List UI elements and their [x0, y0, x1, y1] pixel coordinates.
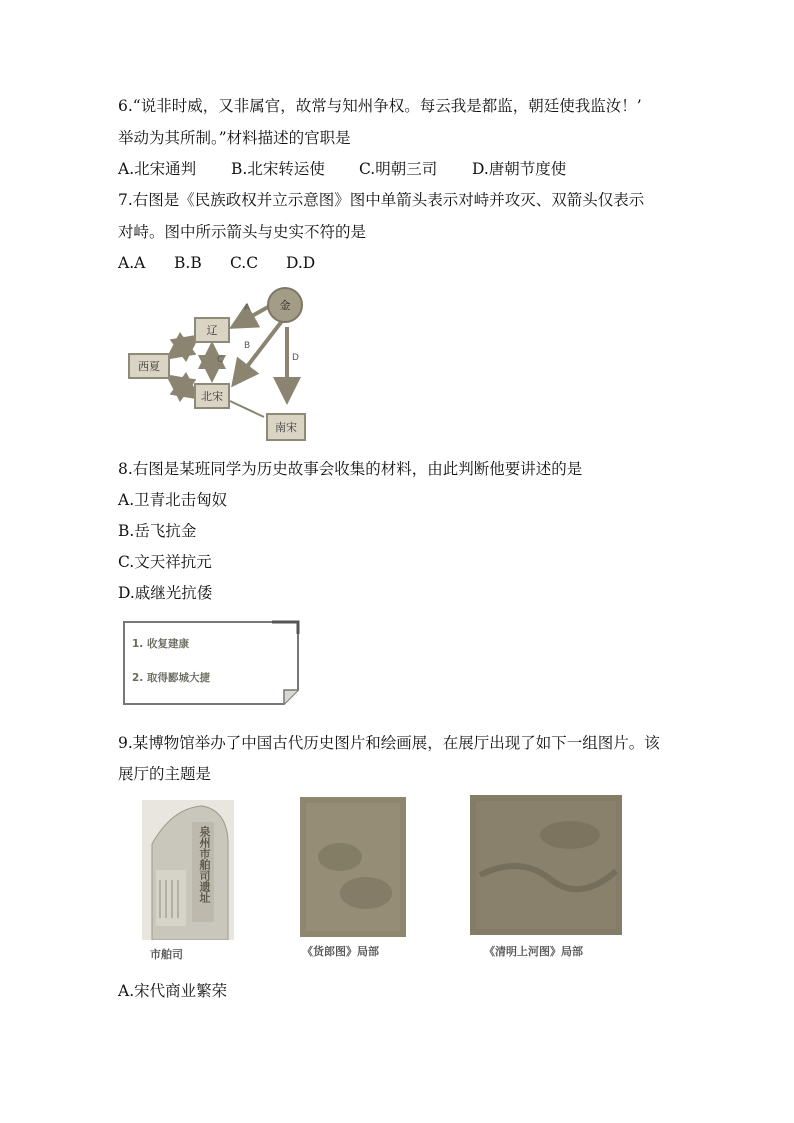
qingming-texture: [470, 795, 622, 935]
note-card-frame: [122, 620, 302, 706]
shibosi-photo: [142, 800, 234, 940]
q7-option-d[interactable]: D.D: [286, 254, 316, 272]
q8-option-d[interactable]: D.戚继光抗倭: [118, 584, 213, 602]
q8-option-b[interactable]: B.岳飞抗金: [118, 522, 197, 540]
q8-option-a[interactable]: A.卫青北击匈奴: [118, 491, 228, 509]
line-beisong-nansong: [230, 401, 264, 417]
q6-options: [118, 158, 566, 180]
arrow-a: [236, 307, 268, 325]
q9-stem-line1: 9.某博物馆举办了中国古代历史图片和绘画展，在展厅出现了如下一组图片。该: [118, 734, 660, 752]
node-beisong: 北宋: [194, 383, 230, 409]
q6-stem-line2: 举动为其所制。”材料描述的官职是: [118, 129, 351, 147]
arrow-xixia-liao: [172, 339, 194, 355]
q9-option-a[interactable]: A.宋代商业繁荣: [118, 982, 228, 1000]
q9-stem-line2: 展厅的主题是: [118, 765, 212, 783]
label-a: A: [244, 303, 251, 313]
label-c: C: [217, 355, 224, 365]
q6-option-b[interactable]: B.北宋转运使: [231, 160, 325, 178]
huolangtu-texture: [300, 797, 406, 937]
q7-option-b[interactable]: B.B: [174, 254, 202, 272]
node-liao: 辽: [194, 317, 230, 343]
arrow-b: [236, 321, 282, 381]
q6-option-a[interactable]: A.北宋通判: [118, 160, 197, 178]
q6-option-d[interactable]: D.唐朝节度使: [472, 160, 567, 178]
q6-option-c[interactable]: C.明朝三司: [359, 160, 438, 178]
q7-option-a[interactable]: A.A: [118, 254, 146, 272]
q7-stem-line1: 7.右图是《民族政权并立示意图》图中单箭头表示对峙并攻灭、双箭头仅表示: [118, 191, 645, 209]
arrow-xixia-beisong: [172, 379, 194, 395]
q7-stem-line2: 对峙。图中所示箭头与史实不符的是: [118, 223, 367, 241]
q6-stem-line1: 6.“说非时威，又非属官，故常与知州争权。每云我是都监，朝廷使我监汝！’: [118, 97, 642, 115]
node-jin: 金: [267, 287, 303, 323]
caption-huolangtu: 《货郎图》局部: [302, 945, 379, 958]
caption-shibosi: 市舶司: [150, 948, 183, 961]
material-note-card: [122, 620, 302, 706]
huolangtu-image: [300, 797, 406, 937]
label-d: D: [292, 353, 299, 363]
q8-stem: 8.右图是某班同学为历史故事会收集的材料，由此判断他要讲述的是: [118, 460, 583, 478]
node-nansong: 南宋: [266, 413, 306, 441]
q8-option-c[interactable]: C.文天祥抗元: [118, 553, 212, 571]
stele-inscription: 泉州市舶司遗址: [198, 826, 211, 903]
note-item-2: 2. 取得郾城大捷: [132, 672, 210, 684]
note-item-1: 1. 收复建康: [132, 638, 189, 650]
qingming-image: [470, 795, 622, 935]
q7-option-c[interactable]: C.C: [230, 254, 259, 272]
caption-qingming: 《清明上河图》局部: [484, 945, 583, 958]
label-b: B: [244, 341, 251, 351]
node-xixia: 西夏: [128, 353, 170, 379]
stele-image: [142, 800, 234, 940]
q7-options: [118, 252, 315, 274]
regime-diagram: [124, 285, 314, 445]
